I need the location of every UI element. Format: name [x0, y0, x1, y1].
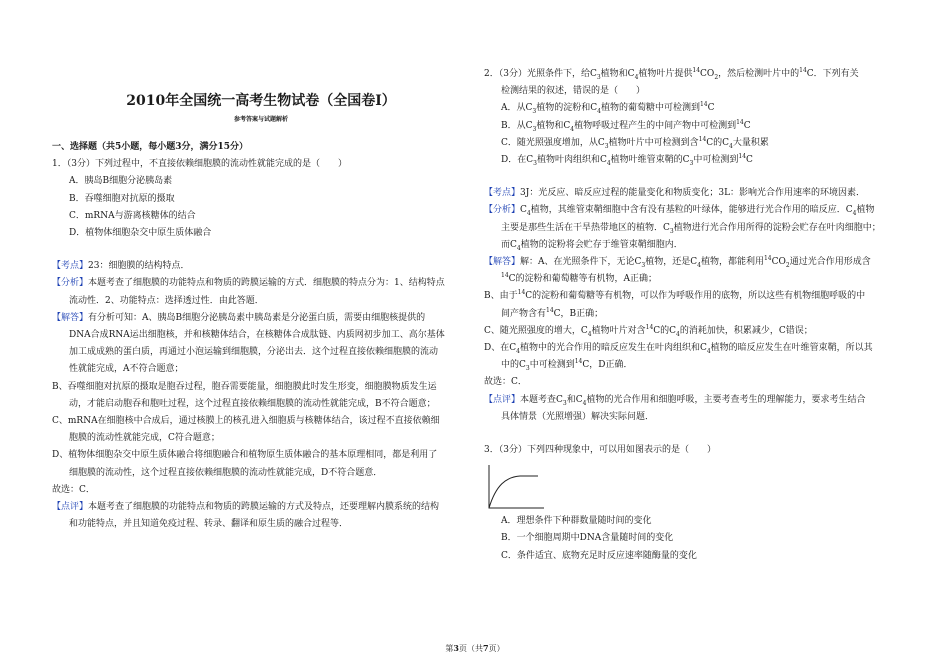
q2-dianping: 【点评】本题考查$C_3$和$C_4$植物的光合作用和细胞呼吸，主要考查考生的理解能力，要求考生结合 [484, 394, 866, 407]
left-column: 2010年全国统一高考生物试卷（全国卷Ⅰ） 参考答案与试题解析 一、选择题（共5小题，每小题3分，满分15分） 1．（3分）下列过程中，不直接依赖细胞膜的流动性就能完成的是（ ） A．胰岛B细胞分泌胰岛素 B．吞噬细胞对抗原的摄取 C．mRNA与游离核糖体的结合 D．植物体细胞杂交中原生质体融合 【考点】23：细胞膜的结构特点． 【分析】本题考查了细胞膜的功能特点和物质的跨膜运输的方式．细胞膜的特点分为：1、结构特点 流动性．2、功能特点：选择透过性．由此答题． 【解答】有分析可知：A、胰岛B细胞分泌胰岛素中胰岛素是分泌蛋白质，需要由细胞核提供的 DNA合成RNA运出细胞核，并和核糖体结合，在核糖体合成肽链、内质网初步加工、高尔基体 加工成成熟的蛋白质，再通过小泡运输到细胞膜，分泌出去．这个过程直接依赖细胞膜的流动 性就能完成，A不符合题意； B、吞噬细胞对抗原的摄取是胞吞过程，胞吞需要能量，细胞膜此时发生形变，细胞膜物质发生运 动，才能启动胞吞和胞吐过程，这个过程直接依赖细胞膜的流动性就能完成，B不符合题意； C、mRNA在细胞核中合成后，通过核膜上的核孔进入细胞质与核糖体结合，该过程不直接依赖细 胞膜的流动性就能完成，C符合题意； D、植物体细胞杂交中原生质体融合将细胞融合和植物原生质体融合的基本原理相同，都是利用了 细胞膜的流动性，这个过程直接依赖细胞膜的流动性就能完成，D不符合题意． 故选：C． 【点评】本题考查了细胞膜的功能特点和物质的跨膜运输的方式及特点，还要理解内膜系统的结构 和功能特点，并且知道免疫过程、转录、翻译和原生质的融合过程等． [52, 88, 470, 533]
spacer [484, 169, 904, 185]
right-column: 2．（3分）光照条件下，给$C_3$植物和$C_4$植物叶片提供$^{14}CO_2$，然后检测叶片中的$^{14}$C．下列有关 检测结果的叙述，错误的是（ ） A．从$C_3$植物的淀粉和$C_4$植物的葡萄糖中可检测到$^{14}$C B．从$C_3$植物和$C_4$植物呼吸过程产生的中间产物中可检测到$^{14}$C C．随光照强度增加，从$C_3$植物叶片中可检测到含$^{14}$C的$C_4$大量积累 D．在$C_3$植物叶肉组织和$C_4$植物叶维管束鞘的$C_3$中可检测到$^{14}$C 【考点】3J：光反应、暗反应过程的能量变化和物质变化；3L：影响光合作用速率的环境因素． 【分析】$C_4$植物，其维管束鞘细胞中含有没有基粒的叶绿体，能够进行光合作用的暗反应．$C_4$植物 主要是那些生活在干旱热带地区的植物．$C_3$植物进行光合作用所得的淀粉会贮存在叶肉细胞中； 而$C_4$植物的淀粉将会贮存于维管束鞘细胞内． 【解答】解：A、在光照条件下，无论$C_3$植物，还是$C_4$植物，都能利用$^{14}CO_2$通过光合作用形成含 $^{14}$C的淀粉和葡萄糖等有机物，A正确； B、由于$^{14}$C的淀粉和葡萄糖等有机物，可以作为呼吸作用的底物，所以这些有机物细胞呼吸的中 间产物含有$^{14}$C，B正确； C、随光照强度的增大，$C_4$植物叶片对含$^{14}$C的$C_4$的消耗加快，积累减少，C错误； D、在$C_4$植物中的光合作用的暗反应发生在叶肉组织和$C_4$植物的暗反应发生在叶维管束鞘，所以其 中的$C_3$中可检测到$^{14}$C，D正确． 故选：C． 【点评】本题考查$C_3$和$C_4$植物的光合作用和细胞呼吸，主要考查考生的理解能力，要求考生结合 具体情景（光照增强）解决实际问题． 3．（3分）下列四种现象中，可以用如图表示的是（ ） A．理想条件下种群数量随时间的变化 B．一个细胞周期中DNA含量随时间的变化 C．条件适宜、底物充足时反应速率随酶量的变化 [484, 66, 904, 565]
q2-stem: 2．（3分）光照条件下，给$C_3$植物和$C_4$植物叶片提供$^{14}CO_2$，然后检测叶片中的$^{14}$C．下列有关 [484, 67, 859, 81]
page-total: 7 [483, 643, 489, 653]
page-title: 2010年全国统一高考生物试卷（全国卷Ⅰ） [126, 93, 396, 109]
q1-jieda-c: C、mRNA在细胞核中合成后，通过核膜上的核孔进入细胞质与核糖体结合，该过程不直接依赖细 [52, 416, 440, 427]
section-heading: 一、选择题（共5小题，每小题3分，满分15分） [52, 142, 249, 152]
page-number: 3 [453, 643, 459, 653]
q1-option-b: B．吞噬细胞对抗原的摄取 [69, 193, 175, 204]
q1-jieda-d: D、植物体细胞杂交中原生质体融合将细胞融合和植物原生质体融合的基本原理相同，都是利用了 [52, 450, 438, 461]
jieda-tag: 【解答】 [484, 257, 521, 268]
q2-jieda-b: B、由于$^{14}$C的淀粉和葡萄糖等有机物，可以作为呼吸作用的底物，所以这些有机物细胞呼吸的中 [484, 289, 866, 302]
q2-jieda: 【解答】解：A、在光照条件下，无论$C_3$植物，还是$C_4$植物，都能利用$^{14}CO_2$通过光合作用形成含 [484, 255, 871, 269]
q1-answer: 故选：C． [52, 484, 95, 495]
q2-option-b: B．从$C_3$植物和$C_4$植物呼吸过程产生的中间产物中可检测到$^{14}$C [501, 118, 751, 133]
q2-answer: 故选：C． [484, 377, 527, 388]
spacer [484, 426, 904, 442]
q1-option-d: D．植物体细胞杂交中原生质体融合 [69, 228, 212, 239]
q1-stem: 1．（3分）下列过程中，不直接依赖细胞膜的流动性就能完成的是（ ） [52, 159, 347, 170]
fenxi-tag: 【分析】 [52, 278, 89, 289]
spacer [52, 242, 470, 258]
q2-option-a: A．从$C_3$植物的淀粉和$C_4$植物的葡萄糖中可检测到$^{14}$C [501, 101, 715, 116]
q1-dianping: 【点评】本题考查了细胞膜的功能特点和物质的跨膜运输的方式及特点，还要理解内膜系统的结构 [52, 502, 440, 513]
kaodian-tag: 【考点】 [484, 188, 521, 199]
page-footer: 第3页（共7页） [445, 643, 505, 653]
q1-jieda-b: B、吞噬细胞对抗原的摄取是胞吞过程，胞吞需要能量，细胞膜此时发生形变，细胞膜物质发生运 [52, 381, 437, 392]
kaodian-tag: 【考点】 [52, 261, 89, 272]
q3-option-b: B．一个细胞周期中DNA含量随时间的变化 [501, 533, 674, 544]
figure-axes [489, 465, 544, 508]
figure-curve [489, 476, 538, 508]
jieda-tag: 【解答】 [52, 312, 89, 323]
q2-fenxi: 【分析】$C_4$植物，其维管束鞘细胞中含有没有基粒的叶绿体，能够进行光合作用的暗反应．$C_4$植物 [484, 205, 875, 218]
q1-kaodian: 【考点】23：细胞膜的结构特点． [52, 261, 190, 272]
q2-option-d: D．在$C_3$植物叶肉组织和$C_4$植物叶维管束鞘的$C_3$中可检测到$^{14}$C [501, 153, 753, 167]
dianping-tag: 【点评】 [52, 502, 89, 513]
q2-option-c: C．随光照强度增加，从$C_3$植物叶片中可检测到含$^{14}$C的$C_4$大量积累 [501, 135, 769, 150]
q2-kaodian: 【考点】3J：光反应、暗反应过程的能量变化和物质变化；3L：影响光合作用速率的环境因素． [484, 188, 866, 199]
q3-stem: 3．（3分）下列四种现象中，可以用如图表示的是（ ） [484, 445, 716, 456]
q3-option-c: C．条件适宜、底物充足时反应速率随酶量的变化 [501, 550, 697, 561]
q1-option-c: C．mRNA与游离核糖体的结合 [69, 210, 196, 221]
dianping-tag: 【点评】 [484, 394, 521, 405]
page-subtitle: 参考答案与试题解析 [233, 116, 288, 123]
q2-jieda-d: D、在$C_4$植物中的光合作用的暗反应发生在叶肉组织和$C_4$植物的暗反应发生在叶维管束鞘，所以其 [484, 343, 873, 355]
q1-jieda: 【解答】有分析可知：A、胰岛B细胞分泌胰岛素中胰岛素是分泌蛋白质，需要由细胞核提供的 [52, 312, 426, 323]
saturation-curve-figure [486, 463, 546, 511]
q1-option-a: A．胰岛B细胞分泌胰岛素 [69, 176, 173, 187]
fenxi-tag: 【分析】 [484, 205, 521, 216]
q1-fenxi: 【分析】本题考查了细胞膜的功能特点和物质的跨膜运输的方式．细胞膜的特点分为：1、结构特点 [52, 278, 445, 289]
q2-jieda-c: C、随光照强度的增大，$C_4$植物叶片对含$^{14}$C的$C_4$的消耗加快，积累减少，C错误； [484, 323, 813, 338]
q3-option-a: A．理想条件下种群数量随时间的变化 [501, 516, 652, 527]
